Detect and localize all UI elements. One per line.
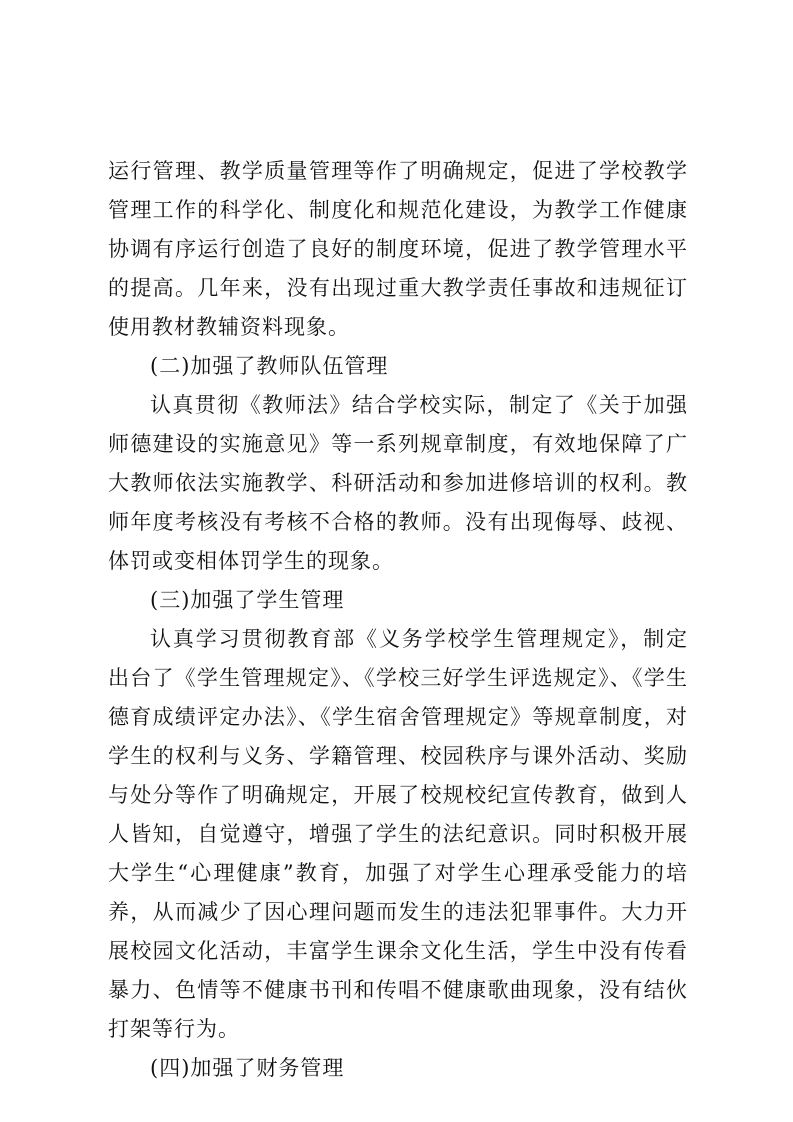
section-heading-teacher-management: (二)加强了教师队伍管理 — [150, 354, 389, 378]
section-heading-student-management: (三)加强了学生管理 — [150, 588, 345, 612]
paragraph-teacher-management: 认真贯彻《教师法》结合学校实际，制定了《关于加强师德建设的实施意见》等一系列规章制度，有效地保障了广大教师依法实施教学、科研活动和参加进修培训的权利。教师年度考核没有考核不合格的教师。没有出现侮辱、歧视、体罚或变相体罚学生的现象。 — [108, 393, 688, 573]
paragraph-student-management: 认真学习贯彻教育部《义务学校学生管理规定》，制定出台了《学生管理规定》、《学校三好学生评选规定》、《学生德育成绩评定办法》、《学生宿舍管理规定》等规章制度，对学生的权利与义务、学籍管理、校园秩序与课外活动、奖励与处分等作了明确规定，开展了校规校纪宣传教育，做到人人皆知，自觉遵守，增强了学生的法纪意识。同时积极开展大学生“心理健康”教育，加强了对学生心理承受能力的培养，从而减少了因心理问题而发生的违法犯罪事件。大力开展校园文化活动，丰富学生课余文化生活，学生中没有传看暴力、色情等不健康书刊和传唱不健康歌曲现象，没有结伙打架等行为。 — [108, 627, 688, 1041]
paragraph-teaching-management-continued: 运行管理、教学质量管理等作了明确规定，促进了学校教学管理工作的科学化、制度化和规范化建设，为教学工作健康协调有序运行创造了良好的制度环境，促进了教学管理水平的提高。几年来，没有出现过重大教学责任事故和违规征订使用教材教辅资料现象。 — [108, 159, 688, 339]
section-heading-financial-management: (四)加强了财务管理 — [150, 1056, 345, 1080]
document-body — [108, 152, 688, 1088]
